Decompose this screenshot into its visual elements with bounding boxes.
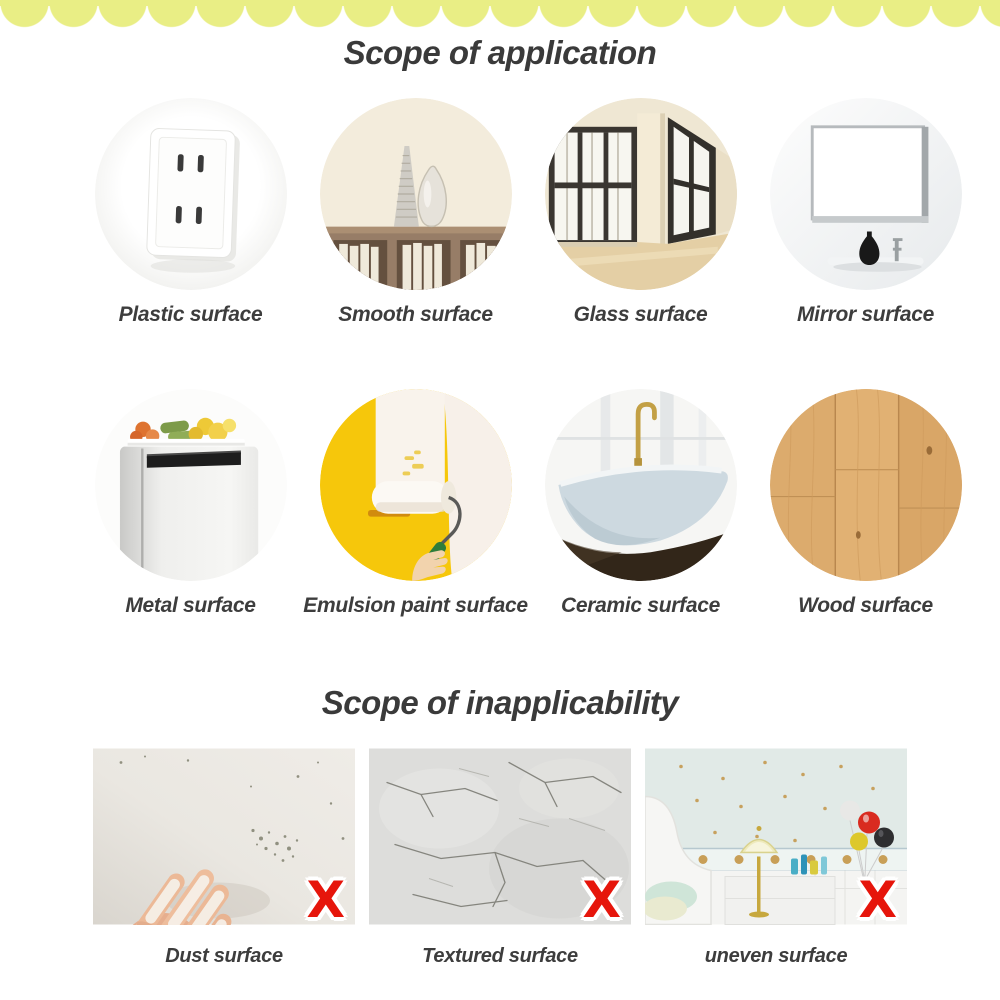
surface-item-mirror xyxy=(753,98,978,327)
surface-item-smooth xyxy=(303,98,528,327)
room-windows-photo xyxy=(545,98,737,290)
surface-item-glass xyxy=(528,98,753,327)
surface-item-metal xyxy=(78,389,303,618)
inapplicability-grid xyxy=(93,748,907,968)
surface-label: Ceramic surface xyxy=(561,594,720,617)
surface-label: Textured surface xyxy=(422,945,578,967)
vases-on-shelf-photo xyxy=(320,98,512,290)
surface-item-ceramic xyxy=(528,389,753,618)
surface-label: Mirror surface xyxy=(796,303,935,326)
wood-grain-photo xyxy=(770,389,962,581)
paint-roller-wall-photo xyxy=(320,389,512,581)
surface-label: Metal surface xyxy=(125,594,256,617)
bathtub-photo xyxy=(545,389,737,581)
power-socket-photo xyxy=(95,98,287,290)
x-mark-icon: X xyxy=(582,871,621,929)
wall-mirror-photo xyxy=(770,98,962,290)
surface-item-emulsion-paint xyxy=(303,389,528,618)
surface-item-plastic xyxy=(78,98,303,327)
surface-item-wood xyxy=(753,389,978,618)
refrigerator-photo xyxy=(95,389,287,581)
x-mark-icon: X xyxy=(858,871,897,929)
surface-label: Dust surface xyxy=(165,945,283,967)
surface-label: Smooth surface xyxy=(338,303,493,326)
surface-item-textured xyxy=(369,748,631,968)
section-title-inapplicability: Scope of inapplicability xyxy=(321,684,679,721)
surface-label: Emulsion paint surface xyxy=(303,594,528,617)
surface-label: Glass surface xyxy=(573,303,708,326)
application-grid xyxy=(78,98,978,618)
x-mark-icon: X xyxy=(306,871,345,929)
surface-item-uneven xyxy=(645,748,907,968)
surface-item-dust xyxy=(93,748,355,968)
surface-label: Plastic surface xyxy=(118,303,263,326)
section-title-application: Scope of application xyxy=(343,34,657,71)
surface-label: Wood surface xyxy=(798,594,933,617)
surface-label: uneven surface xyxy=(704,945,848,967)
scalloped-border-decoration xyxy=(0,0,1000,32)
